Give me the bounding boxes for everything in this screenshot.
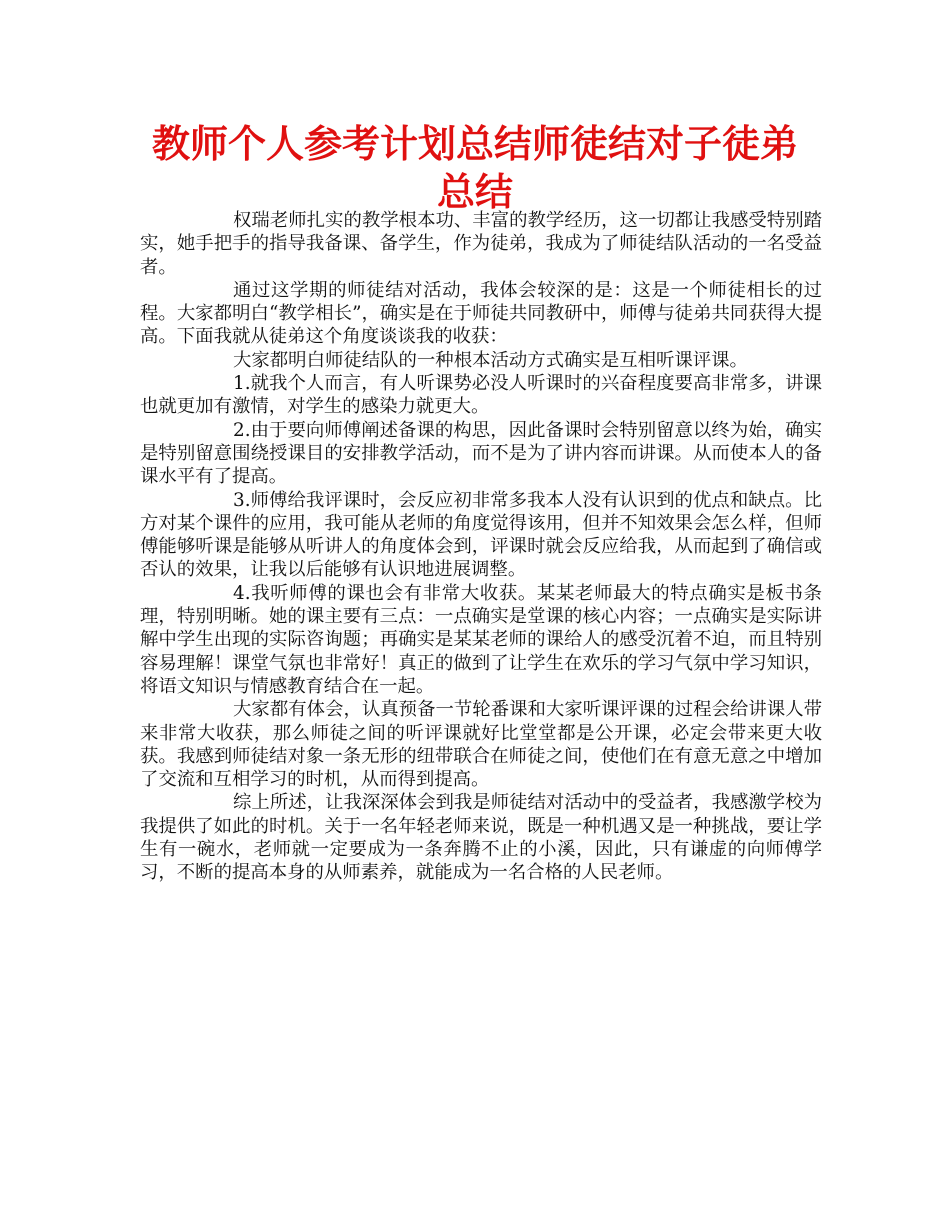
- paragraph: 4.我听师傅的课也会有非常大收获。某某老师最大的特点确实是板书条理，特别明晰。她的课主要有三点：一点确实是堂课的核心内容；一点确实是实际讲解中学生出现的实际咨询题；再确实是某某老师的课给人的感受沉着不迫，而且特别容易理解！课堂气氛也非常好！真正的做到了让学生在欢乐的学习气氛中学习知识，将语文知识与情感教育结合在一起。: [140, 582, 822, 697]
- paragraph: 大家都有体会，认真预备一节轮番课和大家听课评课的过程会给讲课人带来非常大收获，那么师徒之间的听评课就好比堂堂都是公开课，必定会带来更大收获。我感到师徒结对象一条无形的纽带联合在师徒之间，使他们在有意无意之中增加了交流和互相学习的时机，从而得到提高。: [140, 699, 822, 791]
- paragraph: 2.由于要向师傅阐述备课的构思，因此备课时会特别留意以终为始，确实是特别留意围绕授课目的安排教学活动，而不是为了讲内容而讲课。从而使本人的备课水平有了提高。: [140, 419, 822, 488]
- paragraph: 大家都明白师徒结队的一种根本活动方式确实是互相听课评课。: [233, 349, 748, 371]
- document-title: 教师个人参考计划总结师徒结对子徒弟总结: [151, 122, 798, 214]
- paragraph: 通过这学期的师徒结对活动，我体会较深的是：这是一个师徒相长的过程。大家都明白“教学相长”，确实是在于师徒共同教研中，师傅与徒弟共同获得大提高。下面我就从徒弟这个角度谈谈我的收获：: [140, 279, 822, 348]
- paragraph: 综上所述，让我深深体会到我是师徒结对活动中的受益者，我感激学校为我提供了如此的时机。关于一名年轻老师来说，既是一种机遇又是一种挑战，要让学生有一碗水，老师就一定要成为一条奔腾不止的小溪，因此，只有谦虚的向师傅学习，不断的提高本身的从师素养，就能成为一名合格的人民老师。: [140, 792, 822, 884]
- paragraph: 1.就我个人而言，有人听课势必没人听课时的兴奋程度要高非常多，讲课也就更加有激情，对学生的感染力就更大。: [140, 373, 822, 418]
- paragraph: 3.师傅给我评课时，会反应初非常多我本人没有认识到的优点和缺点。比方对某个课件的应用，我可能从老师的角度觉得该用，但并不知效果会怎么样，但师傅能够听课是能够从听讲人的角度体会到，评课时就会反应给我，从而起到了确信或否认的效果，让我以后能够有认识地进展调整。: [140, 489, 822, 581]
- document-body: [140, 209, 822, 885]
- paragraph: 权瑞老师扎实的教学根本功、丰富的教学经历，这一切都让我感受特别踏实，她手把手的指导我备课、备学生，作为徒弟，我成为了师徒结队活动的一名受益者。: [140, 210, 822, 278]
